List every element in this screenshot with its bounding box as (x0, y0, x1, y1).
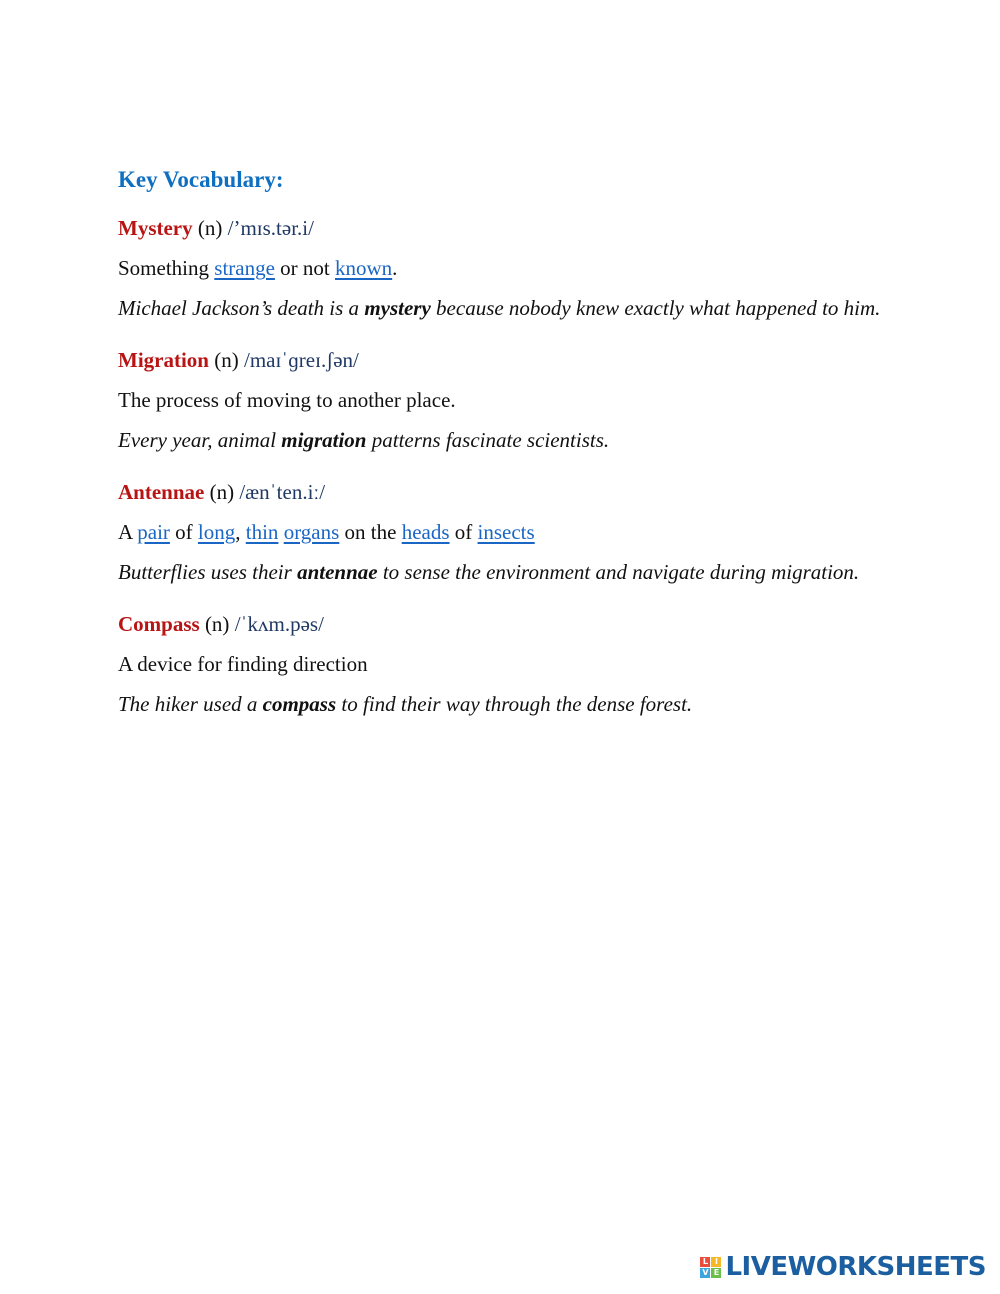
pronunciation: /maɪˈɡreɪ.ʃən/ (243, 348, 359, 372)
link-heads[interactable]: heads (401, 520, 450, 544)
definition (118, 644, 898, 684)
example-sentence (118, 684, 898, 724)
logo-wordmark: LIVEWORKSHEETS (725, 1252, 986, 1282)
example-sentence (118, 420, 898, 460)
example-keyword: migration (281, 428, 367, 452)
link-pair[interactable]: pair (137, 520, 170, 544)
term-line (118, 604, 898, 644)
vocab-entry-mystery (118, 208, 898, 328)
example-keyword: mystery (364, 296, 431, 320)
part-of-speech: (n) (204, 480, 240, 504)
term-line (118, 340, 898, 380)
term-word: Compass (118, 612, 200, 636)
vocab-entry-compass (118, 604, 898, 724)
definition-text: or not (274, 256, 335, 280)
example-keyword: compass (262, 692, 337, 716)
term-line (118, 208, 898, 248)
definition (118, 512, 898, 552)
definition-text: . (392, 256, 398, 280)
liveworksheets-logo (700, 1252, 986, 1282)
example-text: to find their way through the dense forest. (336, 692, 693, 716)
pronunciation: /’mɪs.tər.i/ (227, 216, 314, 240)
example-keyword: antennae (297, 560, 378, 584)
term-line (118, 472, 898, 512)
link-thin[interactable]: thin (245, 520, 279, 544)
example-text: The hiker used a (118, 692, 263, 716)
logo-icon (700, 1257, 721, 1278)
example-text: because nobody knew exactly what happened to him. (430, 296, 881, 320)
part-of-speech: (n) (192, 216, 228, 240)
example-text: Butterflies uses their (118, 560, 298, 584)
vocab-entry-migration (118, 340, 898, 460)
definition (118, 248, 898, 288)
link-known[interactable]: known (335, 256, 393, 280)
vocabulary-section (118, 162, 898, 736)
term-word: Migration (118, 348, 209, 372)
term-word: Antennae (118, 480, 205, 504)
link-organs[interactable]: organs (283, 520, 340, 544)
definition-text: on the (339, 520, 402, 544)
link-insects[interactable]: insects (477, 520, 535, 544)
definition-text: The process of moving to another place. (118, 388, 456, 412)
logo-letter: I (711, 1257, 721, 1267)
definition-text: of (449, 520, 478, 544)
definition (118, 380, 898, 420)
part-of-speech: (n) (199, 612, 235, 636)
definition-text: Something (118, 256, 215, 280)
vocab-entry-antennae (118, 472, 898, 592)
link-long[interactable]: long (197, 520, 236, 544)
term-word: Mystery (118, 216, 193, 240)
definition-text: A (118, 520, 138, 544)
link-strange[interactable]: strange (214, 256, 275, 280)
example-sentence (118, 552, 898, 592)
example-sentence (118, 288, 898, 328)
example-text: Michael Jackson’s death is a (118, 296, 365, 320)
definition-text: , (235, 520, 246, 544)
logo-letter: E (711, 1268, 721, 1278)
example-text: patterns fascinate scientists. (366, 428, 610, 452)
part-of-speech: (n) (208, 348, 244, 372)
definition-text: A device for finding direction (118, 652, 368, 676)
logo-letter: V (702, 1267, 709, 1277)
pronunciation: /ænˈten.iː/ (239, 480, 326, 504)
pronunciation: /ˈkʌm.pəs/ (234, 612, 324, 636)
page-heading: Key Vocabulary: (118, 167, 284, 192)
definition-text: of (169, 520, 198, 544)
example-text: Every year, animal (118, 428, 282, 452)
logo-letter: L (700, 1257, 710, 1267)
example-text: to sense the environment and navigate during migration. (377, 560, 860, 584)
